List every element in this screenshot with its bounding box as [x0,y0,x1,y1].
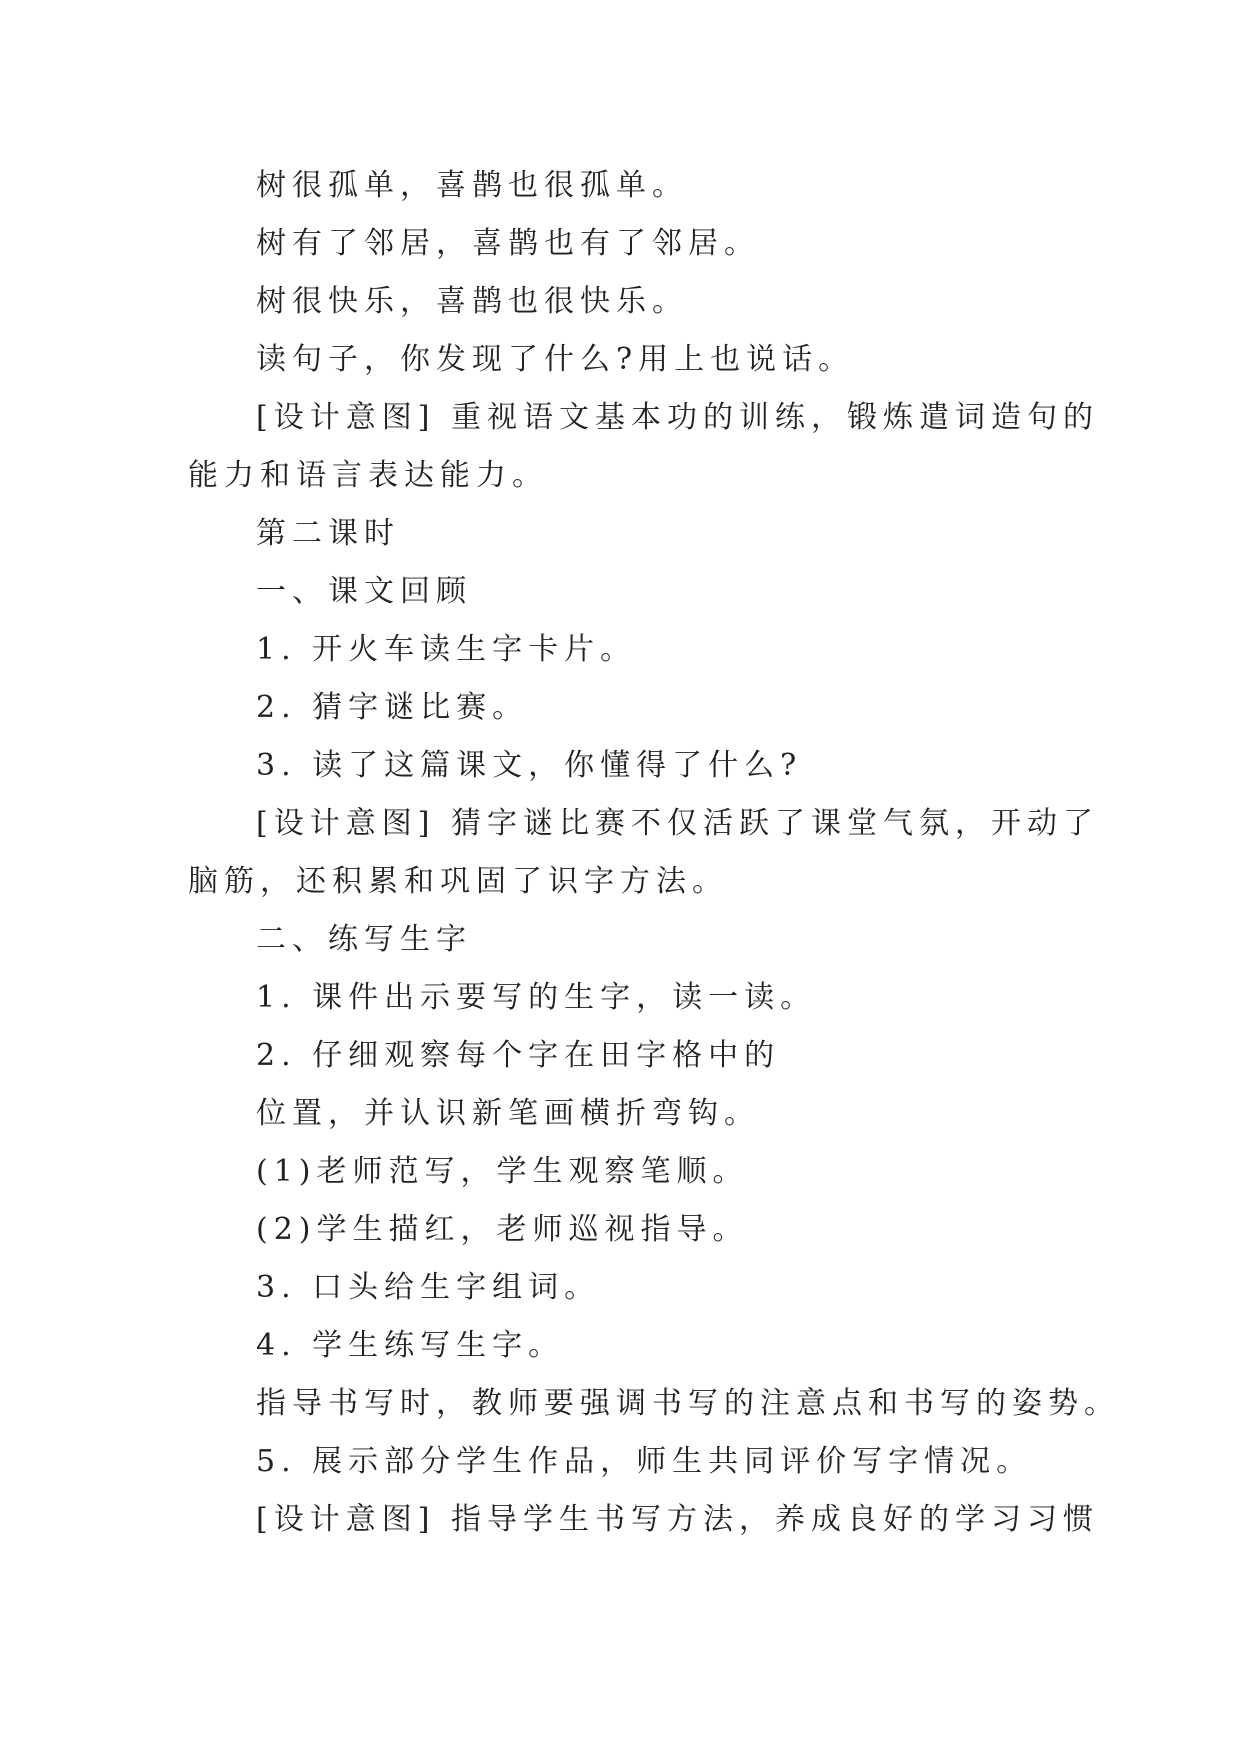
list-item: 3. 读了这篇课文，你懂得了什么? [256,748,803,783]
design-intent-note: [设计意图] 猜字谜比赛不仅活跃了课堂气氛，开动了 [256,806,1099,841]
list-item: 3. 口头给生字组词。 [256,1270,601,1305]
list-item: 1. 开火车读生字卡片。 [256,632,637,667]
text-line: 能力和语言表达能力。 [188,458,548,493]
section-heading: 二、练写生字 [256,922,472,957]
text-line: 脑筋，还积累和巩固了识字方法。 [188,864,728,899]
design-intent-note: [设计意图] 指导学生书写方法，养成良好的学习习惯 [256,1502,1099,1537]
text-line: 树有了邻居，喜鹊也有了邻居。 [256,226,760,261]
design-intent-note: [设计意图] 重视语文基本功的训练，锻炼遣词造句的 [256,400,1099,435]
text-line: 树很孤单，喜鹊也很孤单。 [256,168,688,203]
section-heading: 第二课时 [256,516,400,551]
list-item: 1. 课件出示要写的生字，读一读。 [256,980,817,1015]
list-item: 4. 学生练写生字。 [256,1328,565,1363]
text-line: 树很快乐，喜鹊也很快乐。 [256,284,688,319]
text-line: 读句子，你发现了什么?用上也说话。 [256,342,855,377]
list-item: (2)学生描红，老师巡视指导。 [256,1212,749,1247]
section-heading: 一、课文回顾 [256,574,472,609]
text-line: 指导书写时，教师要强调书写的注意点和书写的姿势。 [256,1386,1120,1421]
list-item: 2. 猜字谜比赛。 [256,690,529,725]
list-item: (1)老师范写，学生观察笔顺。 [256,1154,749,1189]
list-item: 2. 仔细观察每个字在田字格中的 [256,1038,781,1073]
list-item: 5. 展示部分学生作品，师生共同评价写字情况。 [256,1444,1033,1479]
text-line: 位置，并认识新笔画横折弯钩。 [256,1096,760,1131]
